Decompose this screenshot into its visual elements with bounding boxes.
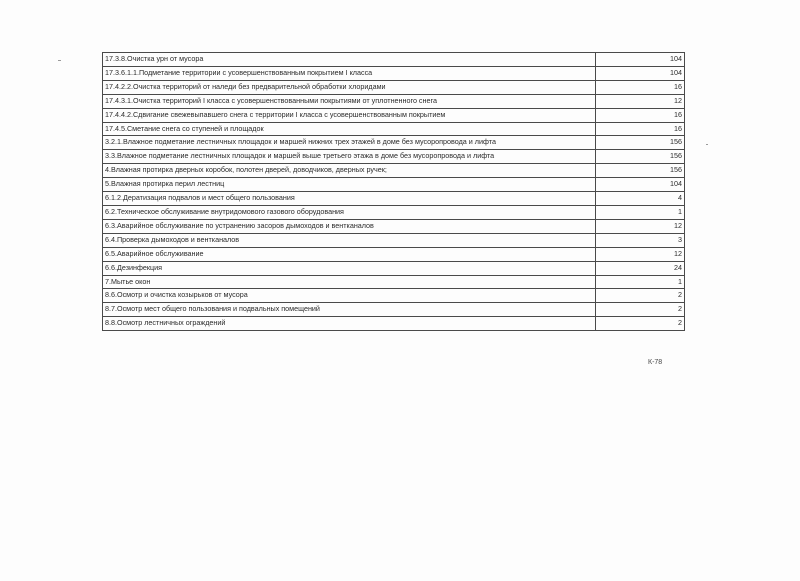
table-row bbox=[103, 303, 685, 317]
work-name-cell: 17.4.2.2.Очистка территорий от наледи без предварительной обработки хлоридами bbox=[103, 80, 596, 94]
table-row bbox=[103, 80, 685, 94]
work-name-cell: 5.Влажная протирка перил лестниц bbox=[103, 178, 596, 192]
work-name-cell: 4.Влажная протирка дверных коробок, полотен дверей, доводчиков, дверных ручек; bbox=[103, 164, 596, 178]
page-number: К-78 bbox=[648, 359, 663, 366]
table-row bbox=[103, 122, 685, 136]
work-name-cell: 8.6.Осмотр и очистка козырьков от мусора bbox=[103, 289, 596, 303]
works-table bbox=[102, 52, 685, 331]
work-name-cell: 8.8.Осмотр лестничных ограждений bbox=[103, 317, 596, 331]
table-row bbox=[103, 150, 685, 164]
work-name-cell: 17.4.5.Сметание снега со ступеней и площадок bbox=[103, 122, 596, 136]
work-quantity-cell: 104 bbox=[596, 66, 685, 80]
work-quantity-cell: 3 bbox=[596, 233, 685, 247]
work-quantity-cell: 1 bbox=[596, 205, 685, 219]
table-row bbox=[103, 66, 685, 80]
work-name-cell: 3.2.1.Влажное подметание лестничных площадок и маршей нижних трех этажей в доме без мусоропровода и лифта bbox=[103, 136, 596, 150]
table-row bbox=[103, 247, 685, 261]
work-name-cell: 17.3.8.Очистка урн от мусора bbox=[103, 53, 596, 67]
table-row bbox=[103, 164, 685, 178]
table-row bbox=[103, 289, 685, 303]
work-quantity-cell: 104 bbox=[596, 53, 685, 67]
work-quantity-cell: 2 bbox=[596, 289, 685, 303]
work-name-cell: 6.3.Аварийное обслуживание по устранению засоров дымоходов и вентканалов bbox=[103, 219, 596, 233]
table-row bbox=[103, 192, 685, 206]
work-quantity-cell: 4 bbox=[596, 192, 685, 206]
table-row bbox=[103, 317, 685, 331]
table-row bbox=[103, 233, 685, 247]
work-quantity-cell: 16 bbox=[596, 108, 685, 122]
table-row bbox=[103, 53, 685, 67]
work-name-cell: 6.6.Дезинфекция bbox=[103, 261, 596, 275]
work-name-cell: 6.4.Проверка дымоходов и вентканалов bbox=[103, 233, 596, 247]
work-quantity-cell: 16 bbox=[596, 122, 685, 136]
scan-speck bbox=[58, 60, 61, 61]
work-quantity-cell: 16 bbox=[596, 80, 685, 94]
work-quantity-cell: 104 bbox=[596, 178, 685, 192]
work-quantity-cell: 12 bbox=[596, 94, 685, 108]
work-name-cell: 6.2.Техническое обслуживание внутридомового газового оборудования bbox=[103, 205, 596, 219]
table-row bbox=[103, 108, 685, 122]
work-quantity-cell: 1 bbox=[596, 275, 685, 289]
work-name-cell: 3.3.Влажное подметание лестничных площадок и маршей выше третьего этажа в доме без мусоропровода и лифта bbox=[103, 150, 596, 164]
table-row bbox=[103, 205, 685, 219]
work-quantity-cell: 156 bbox=[596, 150, 685, 164]
work-quantity-cell: 2 bbox=[596, 303, 685, 317]
work-quantity-cell: 2 bbox=[596, 317, 685, 331]
scan-speck bbox=[706, 144, 708, 145]
work-name-cell: 17.3.6.1.1.Подметание территории с усовершенствованным покрытием I класса bbox=[103, 66, 596, 80]
table-row bbox=[103, 219, 685, 233]
table-row bbox=[103, 94, 685, 108]
work-quantity-cell: 12 bbox=[596, 219, 685, 233]
work-quantity-cell: 156 bbox=[596, 136, 685, 150]
work-name-cell: 7.Мытье окон bbox=[103, 275, 596, 289]
table-row bbox=[103, 261, 685, 275]
work-quantity-cell: 24 bbox=[596, 261, 685, 275]
work-name-cell: 6.5.Аварийное обслуживание bbox=[103, 247, 596, 261]
work-name-cell: 6.1.2.Дератизация подвалов и мест общего пользования bbox=[103, 192, 596, 206]
work-quantity-cell: 156 bbox=[596, 164, 685, 178]
work-name-cell: 17.4.4.2.Сдвигание свежевыпавшего снега с территории I класса с усовершенствованным покрытием bbox=[103, 108, 596, 122]
table-row bbox=[103, 178, 685, 192]
work-quantity-cell: 12 bbox=[596, 247, 685, 261]
table-row bbox=[103, 275, 685, 289]
works-table-body bbox=[103, 53, 685, 331]
work-name-cell: 17.4.3.1.Очистка территорий I класса с усовершенствованными покрытиями от уплотненного снега bbox=[103, 94, 596, 108]
table-row bbox=[103, 136, 685, 150]
work-name-cell: 8.7.Осмотр мест общего пользования и подвальных помещений bbox=[103, 303, 596, 317]
